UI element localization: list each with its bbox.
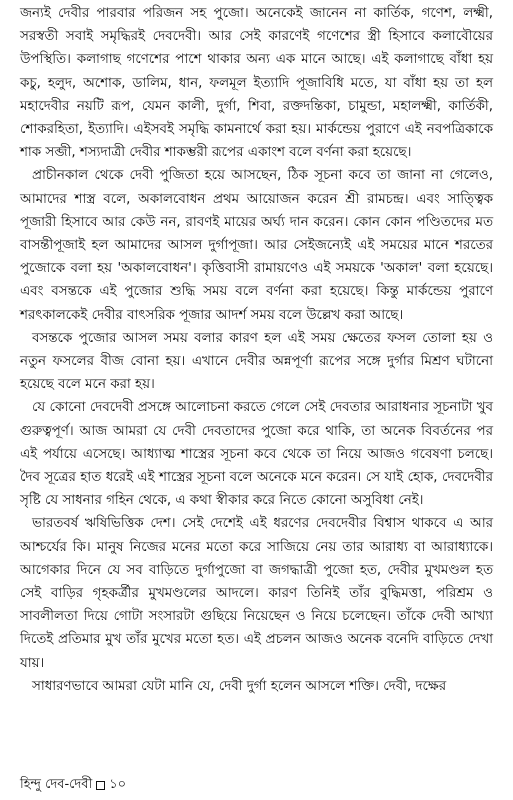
page-footer [20, 776, 126, 794]
page-number: ১০ [109, 777, 127, 792]
paragraph-4: যে কোনো দেবদেবী প্রসঙ্গে আলোচনা করতে গেলে সেই দেবতার আরাধনার সূচনাটা খুব গুরুত্বপূর্ণ। আজ আমরা যে দেবী দেবতাদের পুজো করে থাকি, তা অনেক বিবর্তনের পর এই পর্যায়ে এসেছে। আধ্যাত্ম শাস্ত্রের সূচনা কবে থেকে তা নিয়ে আজও গবেষণা চলছে। দৈব সূত্রের হাত ধরেই এই শাস্ত্রের সূচনা বলে অনেকে মনে করেন। সে যাই হোক, দেবদেবীর সৃষ্টি যে সাধনার গহিন থেকে, এ কথা স্বীকার করে নিতে কোনো অসুবিধা নেই। [20, 400, 493, 509]
book-title: হিন্দু দেব-দেবী [20, 777, 93, 792]
paragraph-5: ভারতবর্ষ ঋষিভিত্তিক দেশ। সেই দেশেই এই ধরণের দেবদেবীর বিশ্বাস থাকবে এ আর আশ্চর্যের কি। মানুষ নিজের মনের মতো করে সাজিয়ে নেয় তার আরাধ্য বা আরাধ্যাকে। আগেকার দিনে যে সব বাড়িতে দুর্গাপুজো বা জগদ্ধাত্রী পুজো হত, দেবীর মুখমণ্ডল হত সেই বাড়ির গৃহকর্ত্রীর মুখমণ্ডলের আদলে। কারণ তিনিই তাঁর বুদ্ধিমত্তা, পরিশ্রম ও সাবলীলতা দিয়ে গোটা সংসারটা গুছিয়ে নিয়েছেন ও নিয়ে চলেছেন। তাঁকে দেবী আখ্যা দিতেই প্রতিমার মুখ তাঁর মুখের মতো হত। এই প্রচলন আজও অনেক বনেদি বাড়িতে দেখা যায়। [20, 516, 493, 671]
paragraph-3: বসন্তকে পুজোর আসল সময় বলার কারণ হল এই সময় ক্ষেতের ফসল তোলা হয় ও নতুন ফসলের বীজ বোনা হয়। এখানে দেবীর অন্নপূর্ণা রূপের সঙ্গে দুর্গার মিশ্রণ ঘটানো হয়েছে বলে মনে করা হয়। [20, 330, 493, 393]
paragraph-2: প্রাচীনকাল থেকে দেবী পুজিতা হয়ে আসছেন, ঠিক সূচনা কবে তা জানা না গেলেও, আমাদের শাস্ত্র বলে, অকালবোধন প্রথম আয়োজন করেন শ্রী রামচন্দ্র। এবং সাত্ত্বিক পূজারী হিসাবে আর কেউ নন, রাবণই মায়ের অর্ঘ্য দান করেন। কোন কোন পণ্ডিতদের মত বাসন্তীপূজাই হল আমাদের আসল দুর্গাপূজা। আর সেইজন্যেই এই সময়ের মানে শরতের পুজোকে বলা হয় 'অকালবোধন'। কৃত্তিবাসী রামায়ণেও এই সময়কে 'অকাল' বলা হয়েছে। এবং বসন্তকে এই পুজোর শুদ্ধি সময় বলে বর্ণনা করা হয়েছে। কিন্তু মার্কন্ডেয় পুরাণে শরৎকালকেই দেবীর বাৎসরিক পূজার আদর্শ সময় বলে উল্লেখ করা আছে। [20, 168, 493, 323]
square-box-icon [96, 781, 105, 790]
paragraph-6: সাধারণভাবে আমরা যেটা মানি যে, দেবী দুর্গা হলেন আসলে শক্তি। দেবী, দক্ষের [32, 678, 447, 694]
paragraph-1: জন্যই দেবীর পারবার পরিজন সহ পুজো। অনেকেই জানেন না কার্তিক, গণেশ, লক্ষ্মী, সরস্বতী সবাই সমৃদ্ধিরই দেবদেবী। আর সেই কারণেই গণেশের স্ত্রী হিসাবে কলাবৌয়ের উপস্থিতি। কলাগাছ গণেশের পাশে থাকার অন্য এক মানে আছে। এই কলাগাছে বাঁধা হয় কচু, হলুদ, অশোক, ডালিম, ধান, ফলমূল ইত্যাদি পূজাবিধি মতে, যা বাঁধা হয় তা হল মহাদেবীর নয়টি রূপ, যেমন কালী, দুর্গা, শিবা, রক্তদন্তিকা, চামুন্ডা, মহালক্ষ্মী, কার্তিকী, শোকরহিতা, ইত্যাদি। এইসবই সমৃদ্ধি কামনার্থে করা হয়। মার্কন্ডেয় পুরাণে এই নবপত্রিকাকে শাক সব্জী, শস্যদাত্রী দেবীর শাকম্ভরী রূপের একাংশ বলে বর্ণনা করা হয়েছে। [20, 6, 493, 161]
